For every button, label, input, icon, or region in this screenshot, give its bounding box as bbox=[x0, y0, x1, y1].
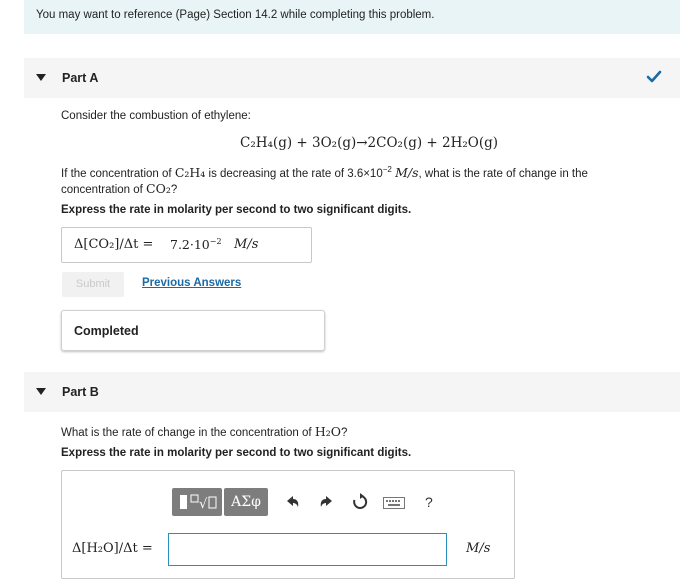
answer-value-base: 7.2·10 bbox=[170, 237, 210, 253]
checkmark-icon bbox=[646, 70, 662, 84]
part-a-question-line2 bbox=[61, 181, 177, 196]
species-h2o: H₂O bbox=[314, 424, 341, 439]
question-text: If the concentration of bbox=[61, 168, 172, 180]
part-a-title: Part A bbox=[62, 71, 99, 85]
reset-icon[interactable] bbox=[350, 492, 370, 512]
part-b-title: Part B bbox=[62, 385, 99, 399]
collapse-triangle-icon[interactable] bbox=[36, 388, 46, 395]
part-b-header[interactable] bbox=[24, 372, 680, 412]
redo-icon[interactable] bbox=[316, 492, 336, 512]
question-text-end: , what is the rate of change in the bbox=[418, 168, 588, 180]
svg-text:√: √ bbox=[199, 497, 208, 512]
part-a-instruction: Express the rate in molarity per second to two significant digits. bbox=[61, 204, 412, 216]
keyboard-icon[interactable] bbox=[383, 497, 405, 509]
answer-exponent: −2 bbox=[209, 237, 222, 246]
part-a-answer-box bbox=[61, 227, 312, 263]
symbols-button[interactable]: ΑΣφ bbox=[224, 488, 268, 516]
answer-value bbox=[170, 237, 222, 252]
species-c2h4: C₂H₄ bbox=[174, 165, 206, 180]
part-a-question-line1 bbox=[61, 165, 588, 180]
template-icon bbox=[172, 488, 222, 516]
species-co2: CO₂ bbox=[146, 181, 171, 196]
question-text-2: concentration of bbox=[61, 184, 143, 196]
help-button[interactable]: ? bbox=[425, 494, 433, 510]
templates-button[interactable] bbox=[172, 488, 222, 516]
combustion-equation: C₂H₄(g) + 3O₂(g)→2CO₂(g) + 2H₂O(g) bbox=[240, 135, 499, 151]
part-b-question bbox=[61, 424, 347, 439]
part-a-header[interactable] bbox=[24, 58, 680, 98]
answer-unit: M/s bbox=[234, 237, 259, 252]
part-b-instruction: Express the rate in molarity per second to two significant digits. bbox=[61, 447, 412, 459]
part-a-intro: Consider the combustion of ethylene: bbox=[61, 110, 251, 122]
question-text: What is the rate of change in the concentration of bbox=[61, 427, 312, 439]
reference-banner bbox=[24, 0, 680, 34]
question-rate: is decreasing at the rate of 3.6×10 bbox=[208, 168, 383, 180]
submit-button[interactable]: Submit bbox=[62, 272, 124, 297]
question-mark: ? bbox=[340, 427, 348, 439]
collapse-triangle-icon[interactable] bbox=[36, 74, 46, 81]
previous-answers-link[interactable]: Previous Answers bbox=[142, 277, 242, 289]
answer-input[interactable] bbox=[168, 533, 447, 566]
status-text: Completed bbox=[74, 324, 139, 338]
banner-text: You may want to reference (Page) Section 14.2 while completing this problem. bbox=[36, 9, 435, 21]
rate-exponent: −2 bbox=[382, 165, 392, 175]
answer-label: Δ[CO₂]/Δt = bbox=[74, 237, 154, 252]
answer-label: Δ[H₂O]/Δt = bbox=[72, 541, 153, 556]
rate-unit: M/s bbox=[395, 165, 419, 180]
undo-icon[interactable] bbox=[283, 492, 303, 512]
completed-status-box bbox=[61, 310, 325, 351]
answer-unit: M/s bbox=[466, 541, 491, 556]
question-mark: ? bbox=[170, 184, 178, 196]
